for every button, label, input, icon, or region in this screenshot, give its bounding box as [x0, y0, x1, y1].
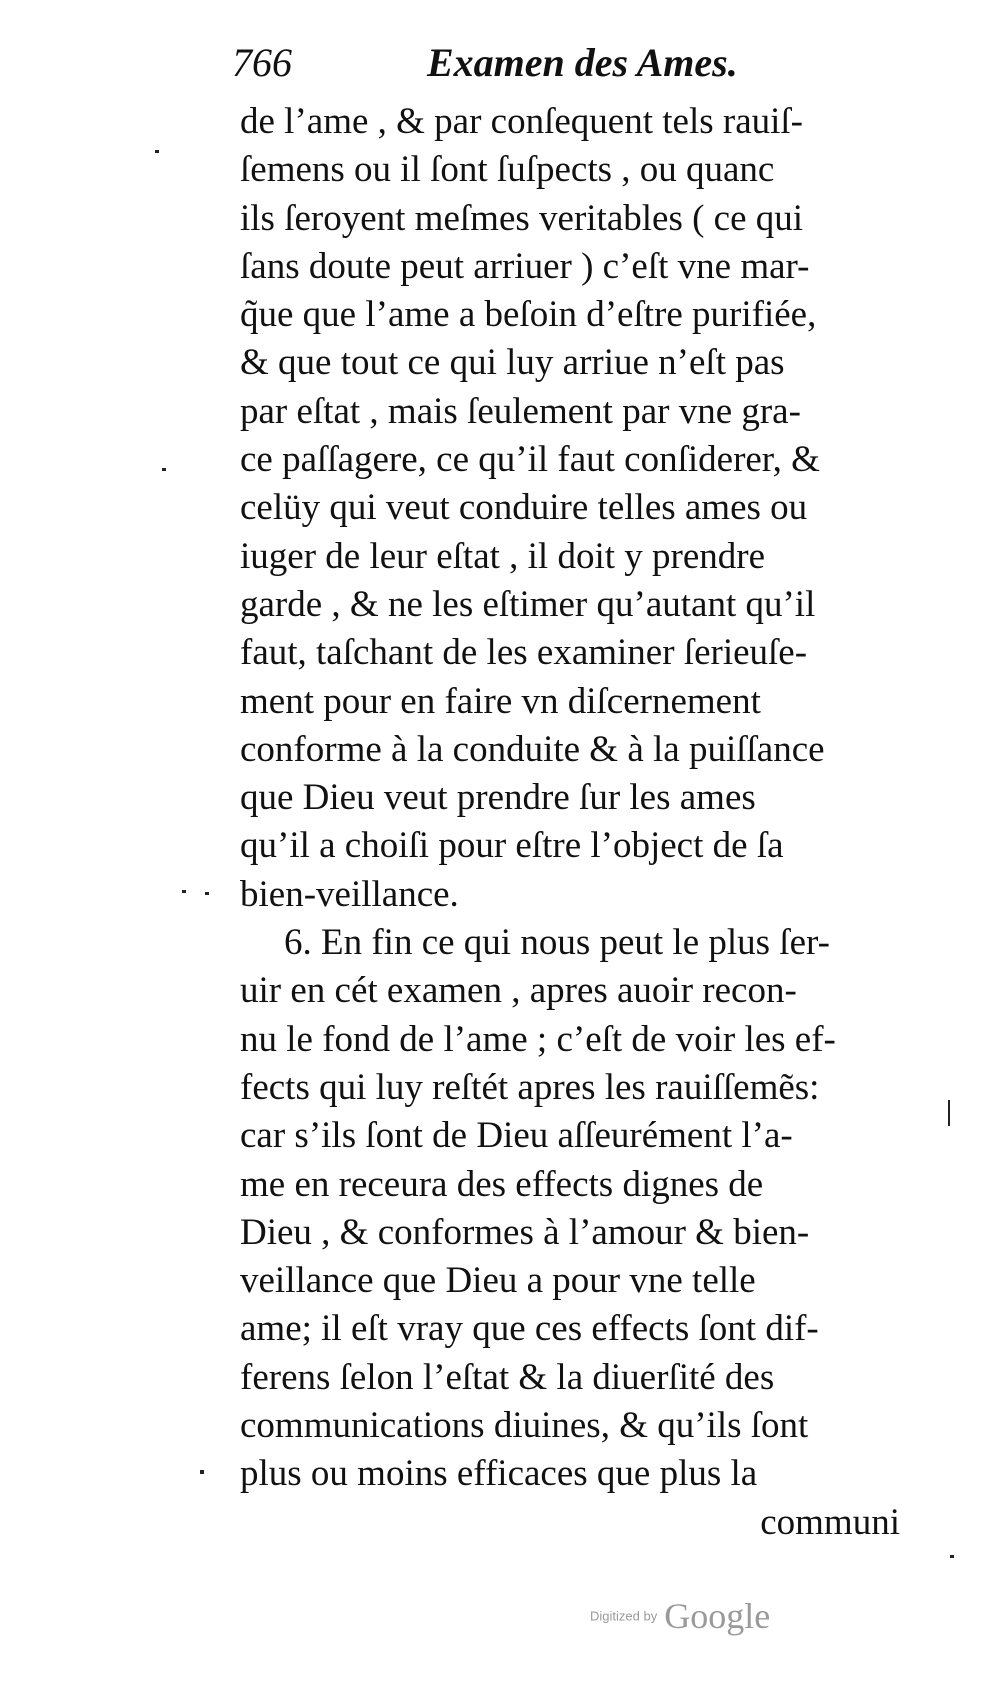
text-line: nu le fond de l’ame ; c’eſt de voir les ef- [240, 1018, 836, 1060]
scan-speck [205, 892, 209, 895]
running-title: Examen des Ames. [427, 40, 738, 85]
text-line: communications diuines, & qu’ils ſont [240, 1405, 809, 1447]
text-line: bien-veillance. [240, 873, 459, 915]
scan-speck [200, 1470, 204, 1474]
text-line: iuger de leur eſtat , il doit y prendre [240, 535, 766, 577]
text-line: que Dieu veut prendre ſur les ames [240, 777, 756, 819]
text-line: q̃ue que l’ame a beſoin d’eſtre purifiée, [240, 294, 817, 336]
text-line: de l’ame , & par conſequent tels rauiſ- [240, 101, 804, 142]
paragraph-start-line: 6. En fin ce qui nous peut le plus ſer- [284, 922, 830, 964]
text-line: ce paſſagere, ce qu’il faut conſiderer, & [240, 439, 820, 481]
text-line: ferens ſelon l’eſtat & la diuerſité des [240, 1356, 775, 1398]
text-line: Dieu , & conformes à l’amour & bien- [240, 1211, 810, 1253]
text-line: conforme à la conduite & à la puiſſance [240, 728, 825, 770]
page-number: 766 [232, 40, 292, 85]
text-line: par eſtat , mais ſeulement par vne gra- [240, 390, 801, 432]
body-text [240, 98, 960, 1547]
text-line: me en receura des effects dignes de [240, 1163, 764, 1205]
text-line: garde , & ne les eſtimer qu’autant qu’il [240, 583, 816, 625]
text-line: ils ſeroyent meſmes veritables ( ce qui [240, 197, 804, 239]
digitized-label: Digitized by [590, 1608, 658, 1624]
text-line: veillance que Dieu a pour vne telle [240, 1260, 756, 1302]
google-wordmark: Google [664, 1596, 771, 1636]
text-line: ſemens ou il ſont ſuſpects , ou quanc [240, 149, 775, 191]
text-line: celüy qui veut conduire telles ames ou [240, 487, 808, 529]
text-line: ſans doute peut arriuer ) c’eſt vne mar- [240, 245, 810, 287]
digitized-watermark [590, 1595, 770, 1635]
text-line: car s’ils ſont de Dieu aſſeurément l’a- [240, 1115, 793, 1157]
text-line: ment pour en faire vn diſcernement [240, 680, 761, 722]
text-line: uir en cét examen , apres auoir recon- [240, 970, 797, 1012]
text-line: & que tout ce qui luy arriue n’eſt pas [240, 342, 785, 384]
text-line: fects qui luy reſtét apres les rauiſſemẽs: [240, 1066, 820, 1108]
scan-speck [182, 890, 186, 893]
scan-speck [155, 150, 159, 153]
scan-speck [950, 1555, 954, 1558]
text-line: faut, taſchant de les examiner ſerieuſe- [240, 632, 808, 674]
text-line: qu’il a choiſi pour eſtre l’object de ſa [240, 825, 784, 867]
scan-speck [162, 468, 166, 471]
page-header [232, 38, 952, 88]
catchword: communi [760, 1501, 900, 1543]
text-line: ame; il eſt vray que ces effects ſont dif- [240, 1308, 819, 1350]
scan-speck [948, 1100, 950, 1126]
text-line: plus ou moins efficaces que plus la [240, 1453, 758, 1495]
